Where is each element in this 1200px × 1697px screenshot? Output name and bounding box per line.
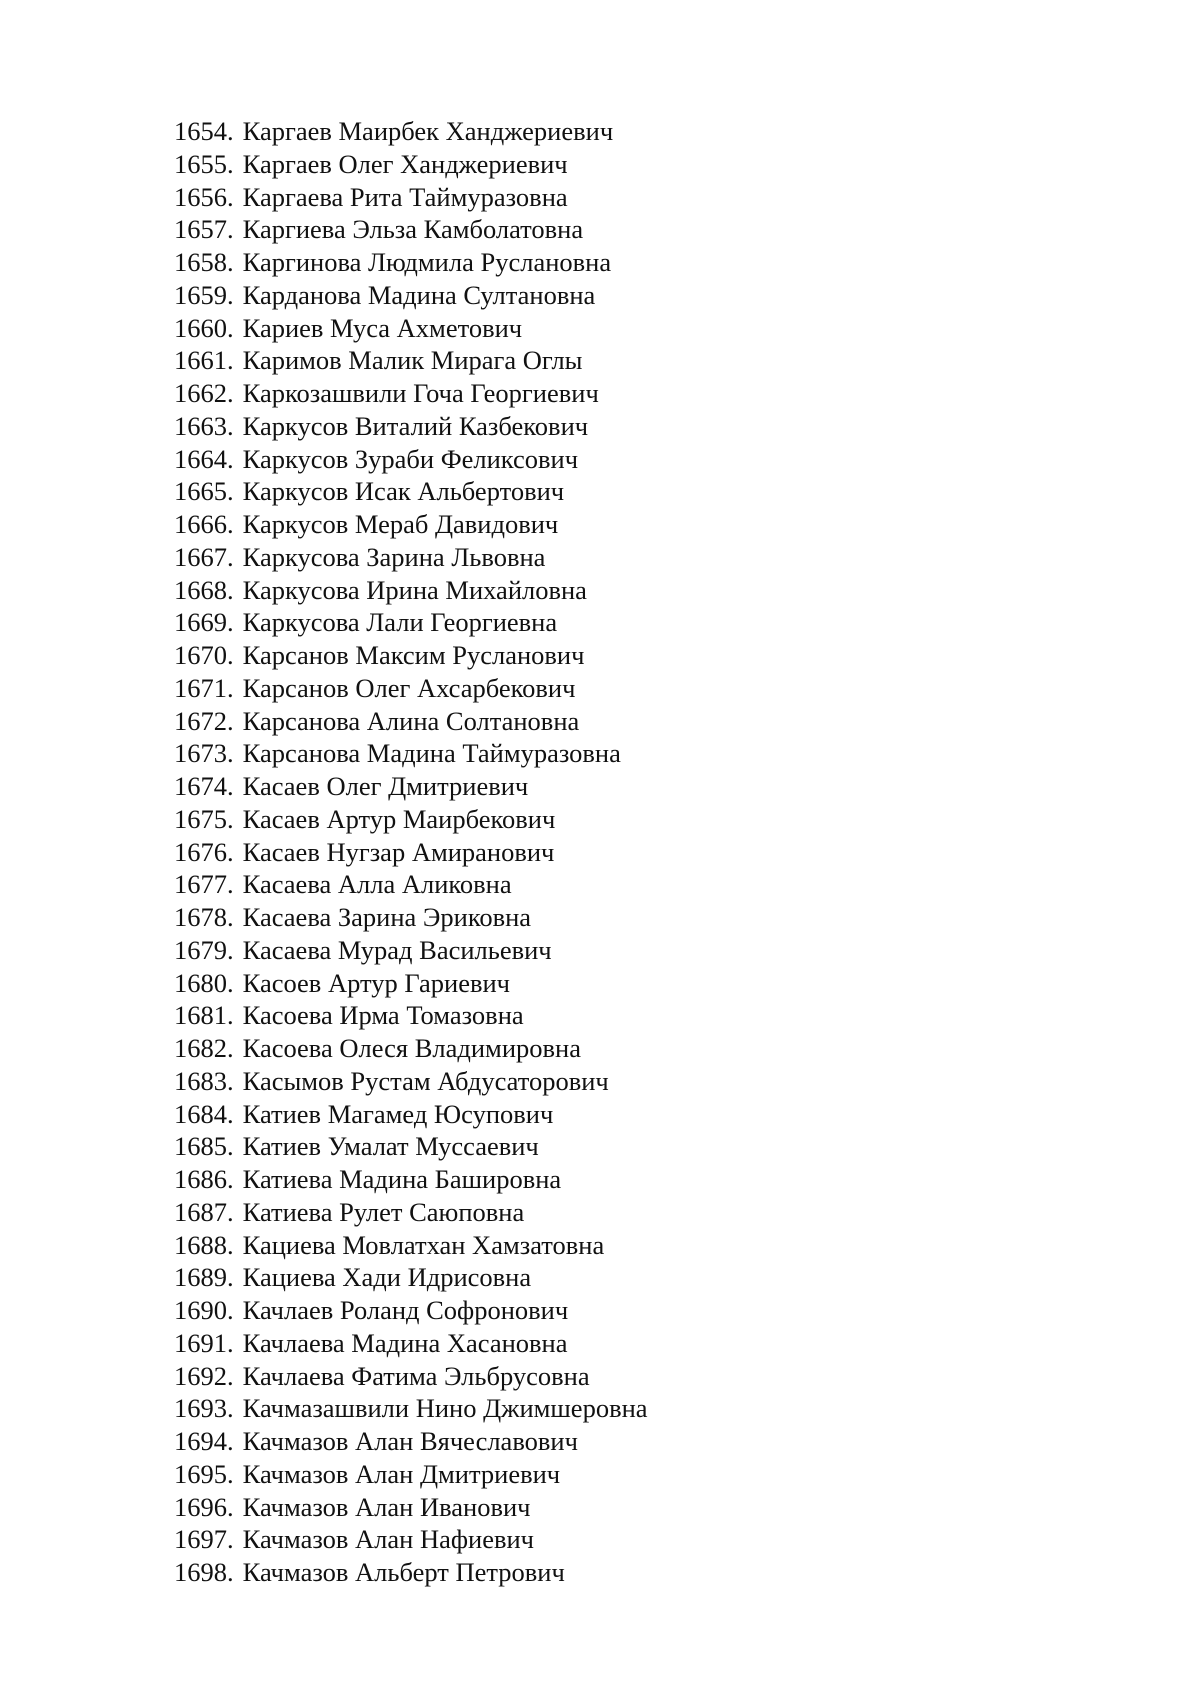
list-item	[174, 475, 648, 508]
item-number: 1658.	[174, 247, 234, 277]
item-name: Касаева Зарина Эриковна	[242, 902, 532, 932]
item-name: Каргинова Людмила Руслановна	[242, 247, 612, 277]
list-item	[174, 1229, 648, 1262]
item-number: 1659.	[174, 279, 234, 310]
item-number: 1696.	[174, 1491, 234, 1522]
list-item	[174, 213, 648, 246]
item-name: Касаев Артур Маирбекович	[242, 803, 556, 834]
item-number: 1661.	[174, 345, 234, 376]
item-number: 1654.	[174, 116, 234, 146]
list-item	[174, 1458, 648, 1491]
item-name: Касоев Артур Гариевич	[242, 967, 510, 998]
item-number: 1662.	[174, 378, 234, 408]
item-name: Качлаева Мадина Хасановна	[242, 1327, 568, 1358]
list-item	[174, 1261, 648, 1294]
list-item	[174, 508, 648, 541]
item-number: 1688.	[174, 1229, 234, 1260]
item-number: 1674.	[174, 771, 234, 801]
list-item	[174, 1327, 648, 1360]
item-name: Каркусов Зураби Феликсович	[242, 443, 579, 474]
item-name: Качлаева Фатима Эльбрусовна	[242, 1360, 590, 1391]
item-number: 1676.	[174, 836, 234, 867]
item-name: Качмазов Алан Нафиевич	[242, 1524, 534, 1555]
item-name: Карсанов Максим Русланович	[242, 640, 585, 670]
item-name: Качмазов Алан Вячеславович	[242, 1426, 578, 1456]
list-item	[174, 1163, 648, 1196]
item-number: 1667.	[174, 541, 234, 572]
item-name: Катиева Рулет Саюповна	[242, 1196, 525, 1227]
item-number: 1660.	[174, 312, 234, 343]
item-number: 1687.	[174, 1196, 234, 1227]
list-item	[174, 999, 648, 1032]
item-name: Каркусова Зарина Львовна	[242, 541, 546, 572]
item-number: 1679.	[174, 934, 234, 965]
item-name: Каркусова Лали Георгиевна	[242, 607, 558, 638]
item-number: 1692.	[174, 1360, 234, 1391]
item-name: Каримов Малик Мирага Оглы	[242, 345, 583, 376]
item-number: 1664.	[174, 443, 234, 474]
item-number: 1657.	[174, 214, 234, 245]
item-number: 1686.	[174, 1164, 234, 1194]
list-item	[174, 836, 648, 869]
item-number: 1683.	[174, 1065, 234, 1096]
item-number: 1689.	[174, 1262, 234, 1293]
item-number: 1677.	[174, 869, 234, 900]
list-item	[174, 1556, 648, 1589]
item-number: 1669.	[174, 607, 234, 638]
item-number: 1681.	[174, 1000, 234, 1031]
item-number: 1694.	[174, 1426, 234, 1456]
item-number: 1680.	[174, 967, 234, 998]
list-item	[174, 574, 648, 607]
list-item	[174, 410, 648, 443]
item-name: Касаева Алла Аликовна	[242, 869, 512, 900]
list-item	[174, 541, 648, 574]
item-number: 1666.	[174, 509, 234, 539]
list-item	[174, 246, 648, 279]
item-name: Каркозашвили Гоча Георгиевич	[242, 378, 599, 408]
item-name: Катиева Мадина Башировна	[242, 1164, 562, 1194]
item-number: 1697.	[174, 1524, 234, 1555]
item-name: Каркусов Мераб Давидович	[242, 509, 559, 539]
item-number: 1670.	[174, 640, 234, 670]
list-item	[174, 1360, 648, 1393]
item-number: 1671.	[174, 672, 234, 703]
item-name: Каркусов Виталий Казбекович	[242, 410, 589, 441]
item-number: 1682.	[174, 1033, 234, 1063]
list-item	[174, 1032, 648, 1065]
item-number: 1685.	[174, 1131, 234, 1162]
item-number: 1672.	[174, 705, 234, 736]
list-item	[174, 770, 648, 803]
item-number: 1663.	[174, 410, 234, 441]
list-item	[174, 1098, 648, 1131]
item-name: Касаев Олег Дмитриевич	[242, 771, 529, 801]
list-item	[174, 967, 648, 1000]
item-name: Касоева Ирма Томазовна	[242, 1000, 524, 1031]
item-name: Касымов Рустам Абдусаторович	[242, 1065, 609, 1096]
item-name: Кациева Мовлатхан Хамзатовна	[242, 1229, 605, 1260]
list-item	[174, 1196, 648, 1229]
list-item	[174, 1523, 648, 1556]
item-number: 1678.	[174, 902, 234, 932]
list-item	[174, 148, 648, 181]
item-number: 1668.	[174, 574, 234, 605]
list-item	[174, 115, 648, 148]
item-number: 1695.	[174, 1458, 234, 1489]
item-name: Качмазашвили Нино Джимшеровна	[242, 1393, 648, 1424]
item-number: 1665.	[174, 476, 234, 507]
list-item	[174, 705, 648, 738]
item-number: 1656.	[174, 181, 234, 212]
item-number: 1684.	[174, 1098, 234, 1129]
list-item	[174, 344, 648, 377]
item-name: Кариев Муса Ахметович	[242, 312, 523, 343]
item-name: Каркусова Ирина Михайловна	[242, 574, 587, 605]
list-item	[174, 181, 648, 214]
item-name: Каркусов Исак Альбертович	[242, 476, 565, 507]
list-item	[174, 868, 648, 901]
item-name: Качмазов Альберт Петрович	[242, 1557, 565, 1587]
item-name: Касаева Мурад Васильевич	[242, 934, 552, 965]
name-list	[174, 115, 648, 1589]
list-item	[174, 1294, 648, 1327]
list-item	[174, 737, 648, 770]
list-item	[174, 803, 648, 836]
item-number: 1655.	[174, 148, 234, 179]
list-item	[174, 1392, 648, 1425]
item-name: Катиев Умалат Муссаевич	[242, 1131, 539, 1162]
list-item	[174, 606, 648, 639]
list-item	[174, 443, 648, 476]
item-name: Качмазов Алан Дмитриевич	[242, 1458, 561, 1489]
item-number: 1691.	[174, 1327, 234, 1358]
item-name: Каргаева Рита Таймуразовна	[242, 181, 568, 212]
item-name: Катиев Магамед Юсупович	[242, 1098, 554, 1129]
list-item	[174, 934, 648, 967]
item-name: Каргиева Эльза Камболатовна	[242, 214, 584, 245]
item-name: Каргаев Маирбек Ханджериевич	[242, 116, 614, 146]
item-name: Каргаев Олег Ханджериевич	[242, 148, 568, 179]
item-number: 1690.	[174, 1295, 234, 1325]
item-name: Карданова Мадина Султановна	[242, 279, 596, 310]
list-item	[174, 279, 648, 312]
item-name: Касоева Олеся Владимировна	[242, 1033, 581, 1063]
list-item	[174, 377, 648, 410]
item-number: 1693.	[174, 1393, 234, 1424]
list-item	[174, 1130, 648, 1163]
item-name: Карсанов Олег Ахсарбекович	[242, 672, 576, 703]
list-item	[174, 639, 648, 672]
item-name: Касаев Нугзар Амиранович	[242, 836, 555, 867]
item-number: 1698.	[174, 1557, 234, 1587]
item-name: Карсанова Алина Солтановна	[242, 705, 580, 736]
list-item	[174, 672, 648, 705]
list-item	[174, 1491, 648, 1524]
item-number: 1673.	[174, 738, 234, 769]
item-name: Качмазов Алан Иванович	[242, 1491, 531, 1522]
item-name: Качлаев Роланд Софронович	[242, 1295, 569, 1325]
list-item	[174, 312, 648, 345]
list-item	[174, 1065, 648, 1098]
item-name: Карсанова Мадина Таймуразовна	[242, 738, 621, 769]
list-item	[174, 901, 648, 934]
item-number: 1675.	[174, 803, 234, 834]
item-name: Кациева Хади Идрисовна	[242, 1262, 532, 1293]
list-item	[174, 1425, 648, 1458]
